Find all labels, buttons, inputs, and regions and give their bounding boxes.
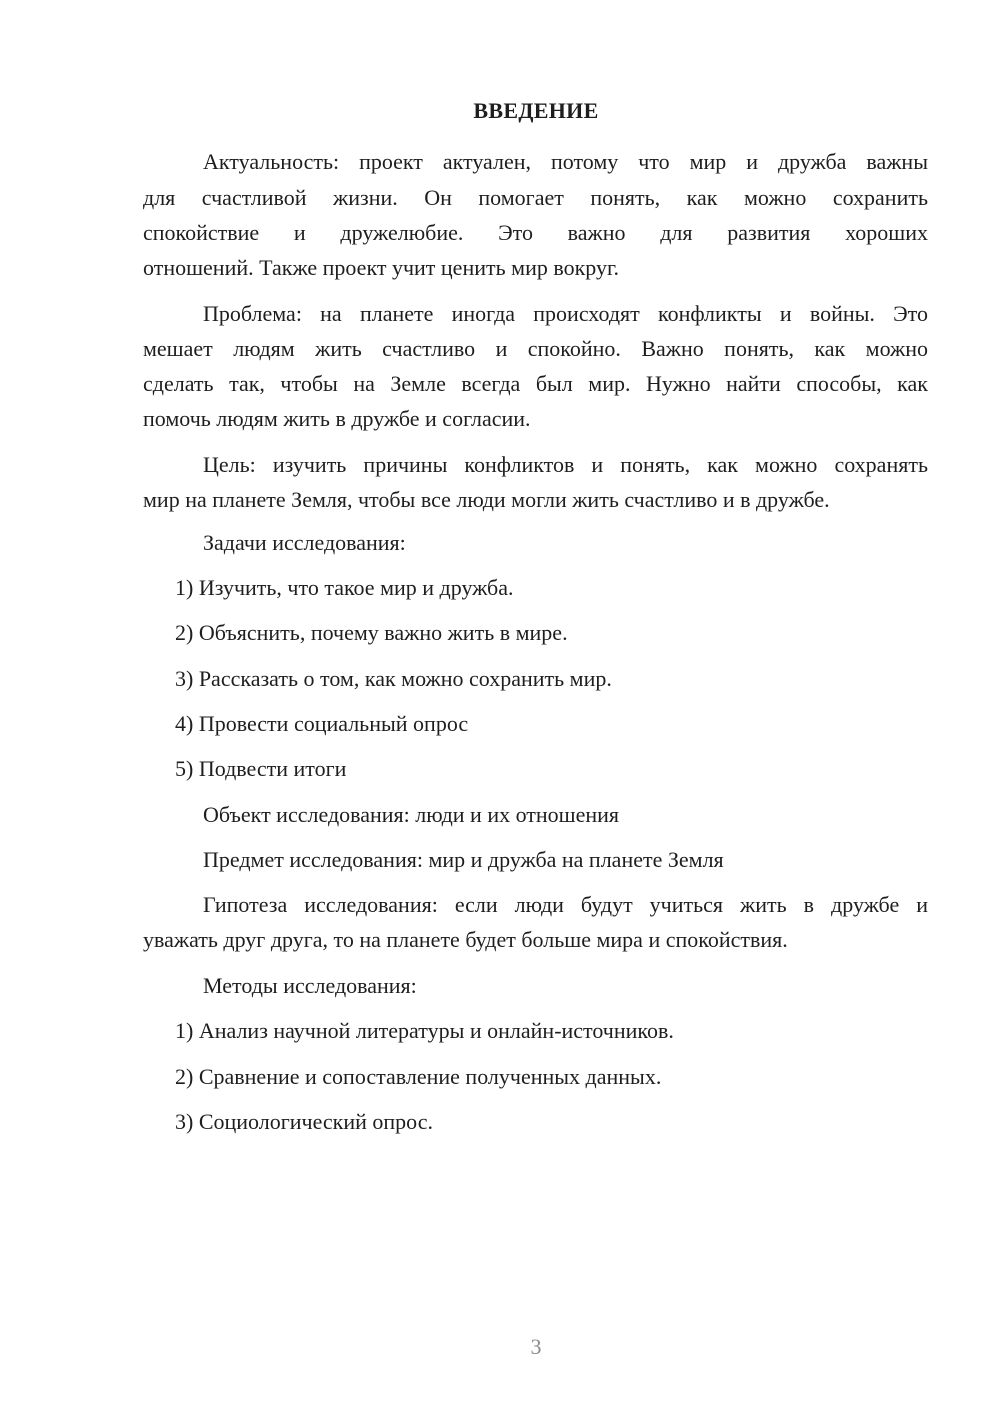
goal-line-2: мир на планете Земля, чтобы все люди могли жить счастливо и в дружбе. bbox=[143, 487, 830, 512]
problem-line-4: помочь людям жить в дружбе и согласии. bbox=[143, 406, 531, 431]
goal-line-2-wrap bbox=[143, 482, 928, 518]
list-item: 4) Провести социальный опрос bbox=[175, 711, 469, 736]
goal-line-1-wrap bbox=[143, 447, 928, 483]
relevance-line-1: Актуальность: проект актуален, потому что мир и дружба важны bbox=[203, 149, 928, 174]
problem-line-2-wrap bbox=[143, 331, 928, 367]
page-number: 3 bbox=[530, 1334, 542, 1359]
relevance-line-2-wrap bbox=[143, 180, 928, 216]
problem-line-1-wrap bbox=[143, 296, 928, 332]
hypothesis-line-1-wrap bbox=[143, 887, 928, 923]
goal-line-1: Цель: изучить причины конфликтов и понять, как можно сохранять bbox=[203, 452, 928, 477]
methods-label: Методы исследования: bbox=[203, 973, 417, 998]
problem-line-1: Проблема: на планете иногда происходят конфликты и войны. Это bbox=[203, 301, 928, 326]
relevance-line-3: спокойствие и дружелюбие. Это важно для развития хороших bbox=[143, 220, 928, 245]
list-item: 3) Рассказать о том, как можно сохранить мир. bbox=[175, 666, 612, 691]
research-object: Объект исследования: люди и их отношения bbox=[203, 802, 620, 827]
relevance-line-3-wrap bbox=[143, 215, 928, 251]
problem-line-3-wrap bbox=[143, 366, 928, 402]
list-item: 1) Изучить, что такое мир и дружба. bbox=[175, 575, 514, 600]
relevance-line-2: для счастливой жизни. Он помогает понять, как можно сохранить bbox=[143, 185, 928, 210]
list-item: 5) Подвести итоги bbox=[175, 756, 347, 781]
relevance-line-4-wrap bbox=[143, 250, 928, 286]
list-item: 2) Сравнение и сопоставление полученных данных. bbox=[175, 1064, 662, 1089]
list-item: 2) Объяснить, почему важно жить в мире. bbox=[175, 620, 568, 645]
relevance-line-1-wrap bbox=[143, 144, 928, 180]
research-subject: Предмет исследования: мир и дружба на планете Земля bbox=[203, 847, 724, 872]
list-item: 3) Социологический опрос. bbox=[175, 1109, 433, 1134]
list-item: 1) Анализ научной литературы и онлайн-источников. bbox=[175, 1018, 674, 1043]
hypothesis-line-2: уважать друг друга, то на планете будет больше мира и спокойствия. bbox=[143, 927, 788, 952]
problem-line-3: сделать так, чтобы на Земле всегда был мир. Нужно найти способы, как bbox=[143, 371, 928, 396]
problem-line-2: мешает людям жить счастливо и спокойно. Важно понять, как можно bbox=[143, 336, 928, 361]
problem-line-4-wrap bbox=[143, 401, 928, 437]
relevance-line-4: отношений. Также проект учит ценить мир вокруг. bbox=[143, 255, 620, 280]
tasks-label: Задачи исследования: bbox=[203, 530, 406, 555]
hypothesis-line-1: Гипотеза исследования: если люди будут учиться жить в дружбе и bbox=[203, 892, 928, 917]
hypothesis-line-2-wrap bbox=[143, 922, 928, 958]
section-heading: ВВЕДЕНИЕ bbox=[473, 98, 599, 123]
